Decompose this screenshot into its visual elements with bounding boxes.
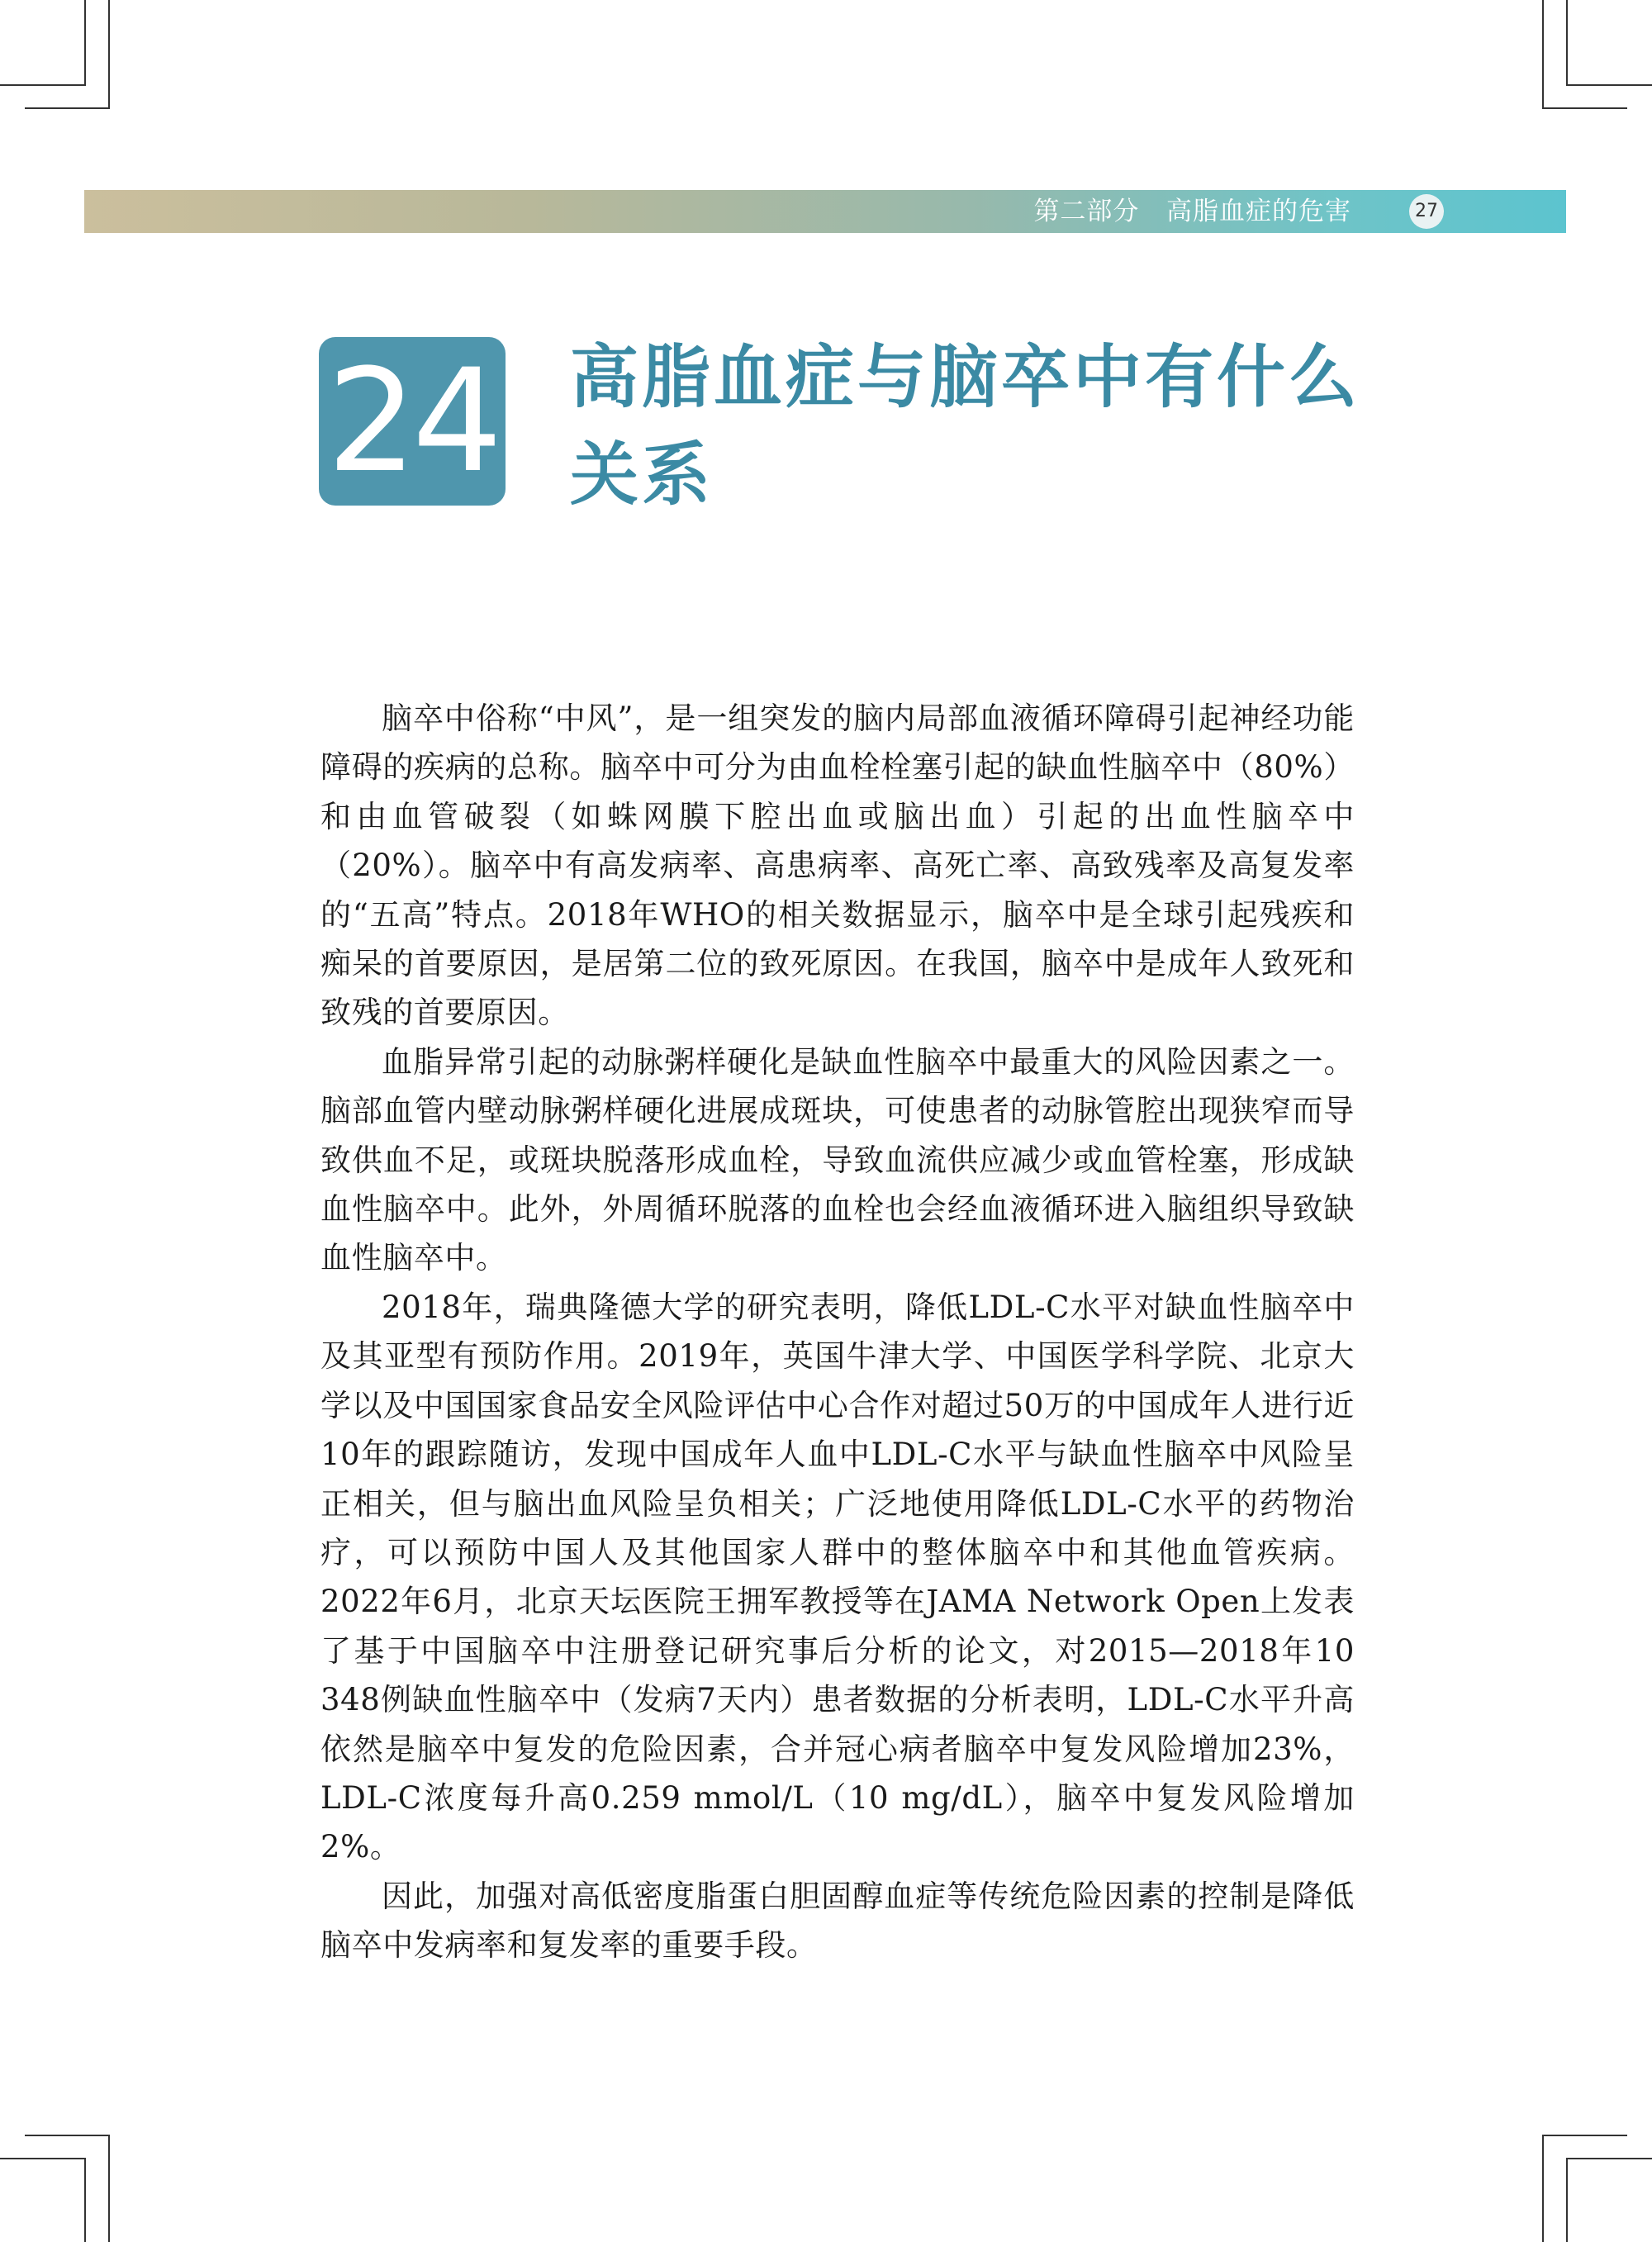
header-chapter: 高脂血症的危害 [1166,197,1351,226]
article-title: 高脂血症与脑卒中有什么关系 [570,337,1360,515]
running-header-text [1033,190,1351,233]
crop-mark-top-left-v [108,0,110,107]
crop-mark-top-right-h2 [1542,107,1627,109]
page-number: 27 [1409,194,1444,229]
crop-mark-bottom-left-h2 [25,2135,110,2136]
crop-mark-top-right-h [1566,84,1652,86]
running-header [84,190,1566,233]
paragraph-2: 血脂异常引起的动脉粥样硬化是缺血性脑卒中最重大的风险因素之一。脑部血管内壁动脉粥样硬化进展成斑块，可使患者的动脉管腔出现狭窄而导致供血不足，或斑块脱落形成血栓，导致血流供应减少或血管栓塞，形成缺血性脑卒中。此外，外周循环脱落的血栓也会经血液循环进入脑组织导致缺血性脑卒中。 [320,1043,1355,1276]
paragraph-1: 脑卒中俗称“中风”，是一组突发的脑内局部血液循环障碍引起神经功能障碍的疾病的总称。脑卒中可分为由血栓栓塞引起的缺血性脑卒中（80%）和由血管破裂（如蛛网膜下腔出血或脑出血）引起的出血性脑卒中（20%）。脑卒中有高发病率、高患病率、高死亡率、高致残率及高复发率的“五高”特点。2018年WHO的相关数据显示，脑卒中是全球引起残疾和痴呆的首要原因，是居第二位的致死原因。在我国，脑卒中是成年人致死和致残的首要原因。 [320,701,1355,1031]
crop-mark-bottom-left-v2 [84,2158,86,2242]
paragraph-3: 2018年，瑞典隆德大学的研究表明，降低LDL-C水平对缺血性脑卒中及其亚型有预防作用。2019年，英国牛津大学、中国医学科学院、北京大学以及中国国家食品安全风险评估中心合作对超过50万的中国成年人进行近10年的跟踪随访，发现中国成年人血中LDL-C水平与缺血性脑卒中风险呈正相关，但与脑出血风险呈负相关；广泛地使用降低LDL-C水平的药物治疗，可以预防中国人及其他国家人群中的整体脑卒中和其他血管疾病。2022年6月，北京天坛医院王拥军教授等在JAMA Network Open上发表了基于中国脑卒中注册登记研究事后分析的论文，对2015—2018年10 348例缺血性脑卒中（发病7天内）患者数据的分析表明，LDL-C水平升高依然是脑卒中复发的危险因素，合并冠心病者脑卒中复发风险增加23%，LDL-C浓度每升高0.259 mmol/L（10 mg/dL），脑卒中复发风险增加2%。 [320,1289,1355,1865]
crop-mark-bottom-right-v2 [1566,2158,1568,2242]
crop-mark-top-right-v [1542,0,1544,107]
crop-mark-bottom-right-v [1542,2135,1544,2242]
article-body [320,694,1355,1970]
crop-mark-bottom-left-v [108,2135,110,2242]
header-section: 第二部分 [1033,197,1140,226]
crop-mark-top-left-v2 [84,0,86,86]
crop-mark-top-left-h [0,84,84,86]
article-number-badge: 24 [319,337,506,506]
crop-mark-bottom-left-h [0,2158,84,2159]
paragraph-4: 因此，加强对高低密度脂蛋白胆固醇血症等传统危险因素的控制是降低脑卒中发病率和复发率的重要手段。 [320,1878,1355,1964]
crop-mark-bottom-right-h [1566,2158,1652,2159]
crop-mark-top-left-h2 [25,107,110,109]
crop-mark-bottom-right-h2 [1542,2135,1627,2136]
crop-mark-top-right-v2 [1566,0,1568,86]
